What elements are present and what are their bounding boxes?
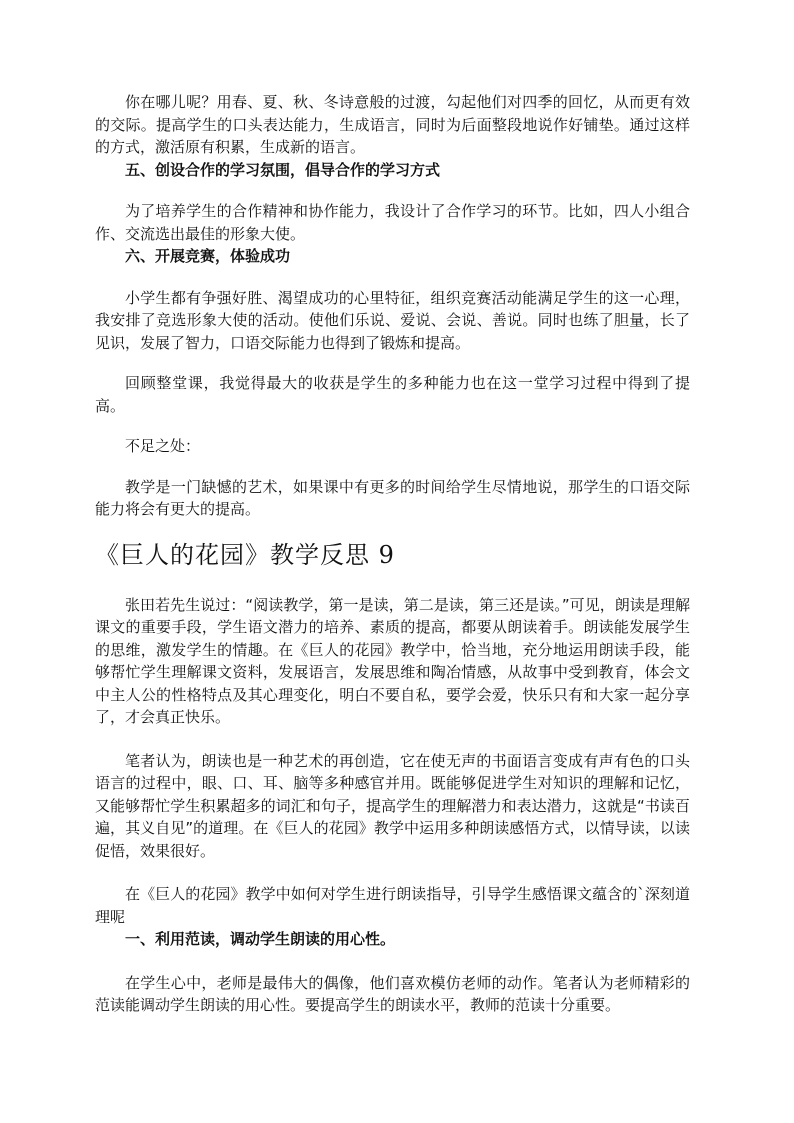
paragraph: 教学是一门缺憾的艺术，如果课中有更多的时间给学生尽情地说，那学生的口语交际能力将会有更大的提高。	[95, 477, 690, 518]
section-heading: 一、利用范读，调动学生朗读的用心性。	[125, 930, 396, 948]
paragraph: 不足之处：	[125, 437, 201, 455]
paragraph: 在学生心中，老师是最伟大的偶像，他们喜欢模仿老师的动作。笔者认为老师精彩的范读能调动学生朗读的用心性。要提高学生的朗读水平，教师的范读十分重要。	[95, 973, 690, 1014]
section-heading: 五、创设合作的学习氛围，倡导合作的学习方式	[125, 160, 441, 179]
paragraph: 笔者认为，朗读也是一种艺术的再创造，它在使无声的书面语言变成有声有色的口头语言的过程中，眼、口、耳、脑等多种感官并用。既能够促进学生对知识的理解和记忆，又能够帮忙学生积累超多的词汇和句子，提高学生的理解潜力和表达潜力，这就是“书读百遍，其义自见”的道理。在《巨人的花园》教学中运用多种朗读感悟方式，以情导读，以读促悟，效果很好。	[95, 751, 690, 860]
article-title: 《巨人的花园》教学反思 9	[95, 540, 395, 569]
paragraph: 小学生都有争强好胜、渴望成功的心里特征，组织竞赛活动能满足学生的这一心理，我安排了竞选形象大使的活动。使他们乐说、爱说、会说、善说。同时也练了胆量，长了见识，发展了智力，口语交际能力也得到了锻炼和提高。	[95, 288, 690, 352]
paragraph: 为了培养学生的合作精神和协作能力，我设计了合作学习的环节。比如，四人小组合作、交流选出最佳的形象大使。	[95, 202, 690, 243]
paragraph: 在《巨人的花园》教学中如何对学生进行朗读指导，引导学生感悟课文蕴含的`深刻道理呢	[95, 885, 690, 926]
section-heading: 六、开展竞赛，体验成功	[125, 247, 291, 265]
paragraph: 回顾整堂课，我觉得最大的收获是学生的多种能力也在这一堂学习过程中得到了提高。	[95, 374, 690, 415]
paragraph: 张田若先生说过：“阅读教学，第一是读，第二是读，第三还是读。”可见，朗读是理解课文的重要手段，学生语文潜力的培养、素质的提高，都要从朗读着手。朗读能发展学生的思维，激发学生的情趣。在《巨人的花园》教学中，恰当地，充分地运用朗读手段，能够帮忙学生理解课文资料，发展语言，发展思维和陶冶情感，从故事中受到教育，体会文中主人公的性格特点及其心理变化，明白不要自私，要学会爱，快乐只有和大家一起分享了，才会真正快乐。	[95, 595, 690, 726]
paragraph: 你在哪儿呢？用春、夏、秋、冬诗意般的过渡，勾起他们对四季的回忆，从而更有效的交际。提高学生的口头表达能力，生成语言，同时为后面整段地说作好铺垫。通过这样的方式，激活原有积累，生成新的语言。	[95, 93, 690, 156]
